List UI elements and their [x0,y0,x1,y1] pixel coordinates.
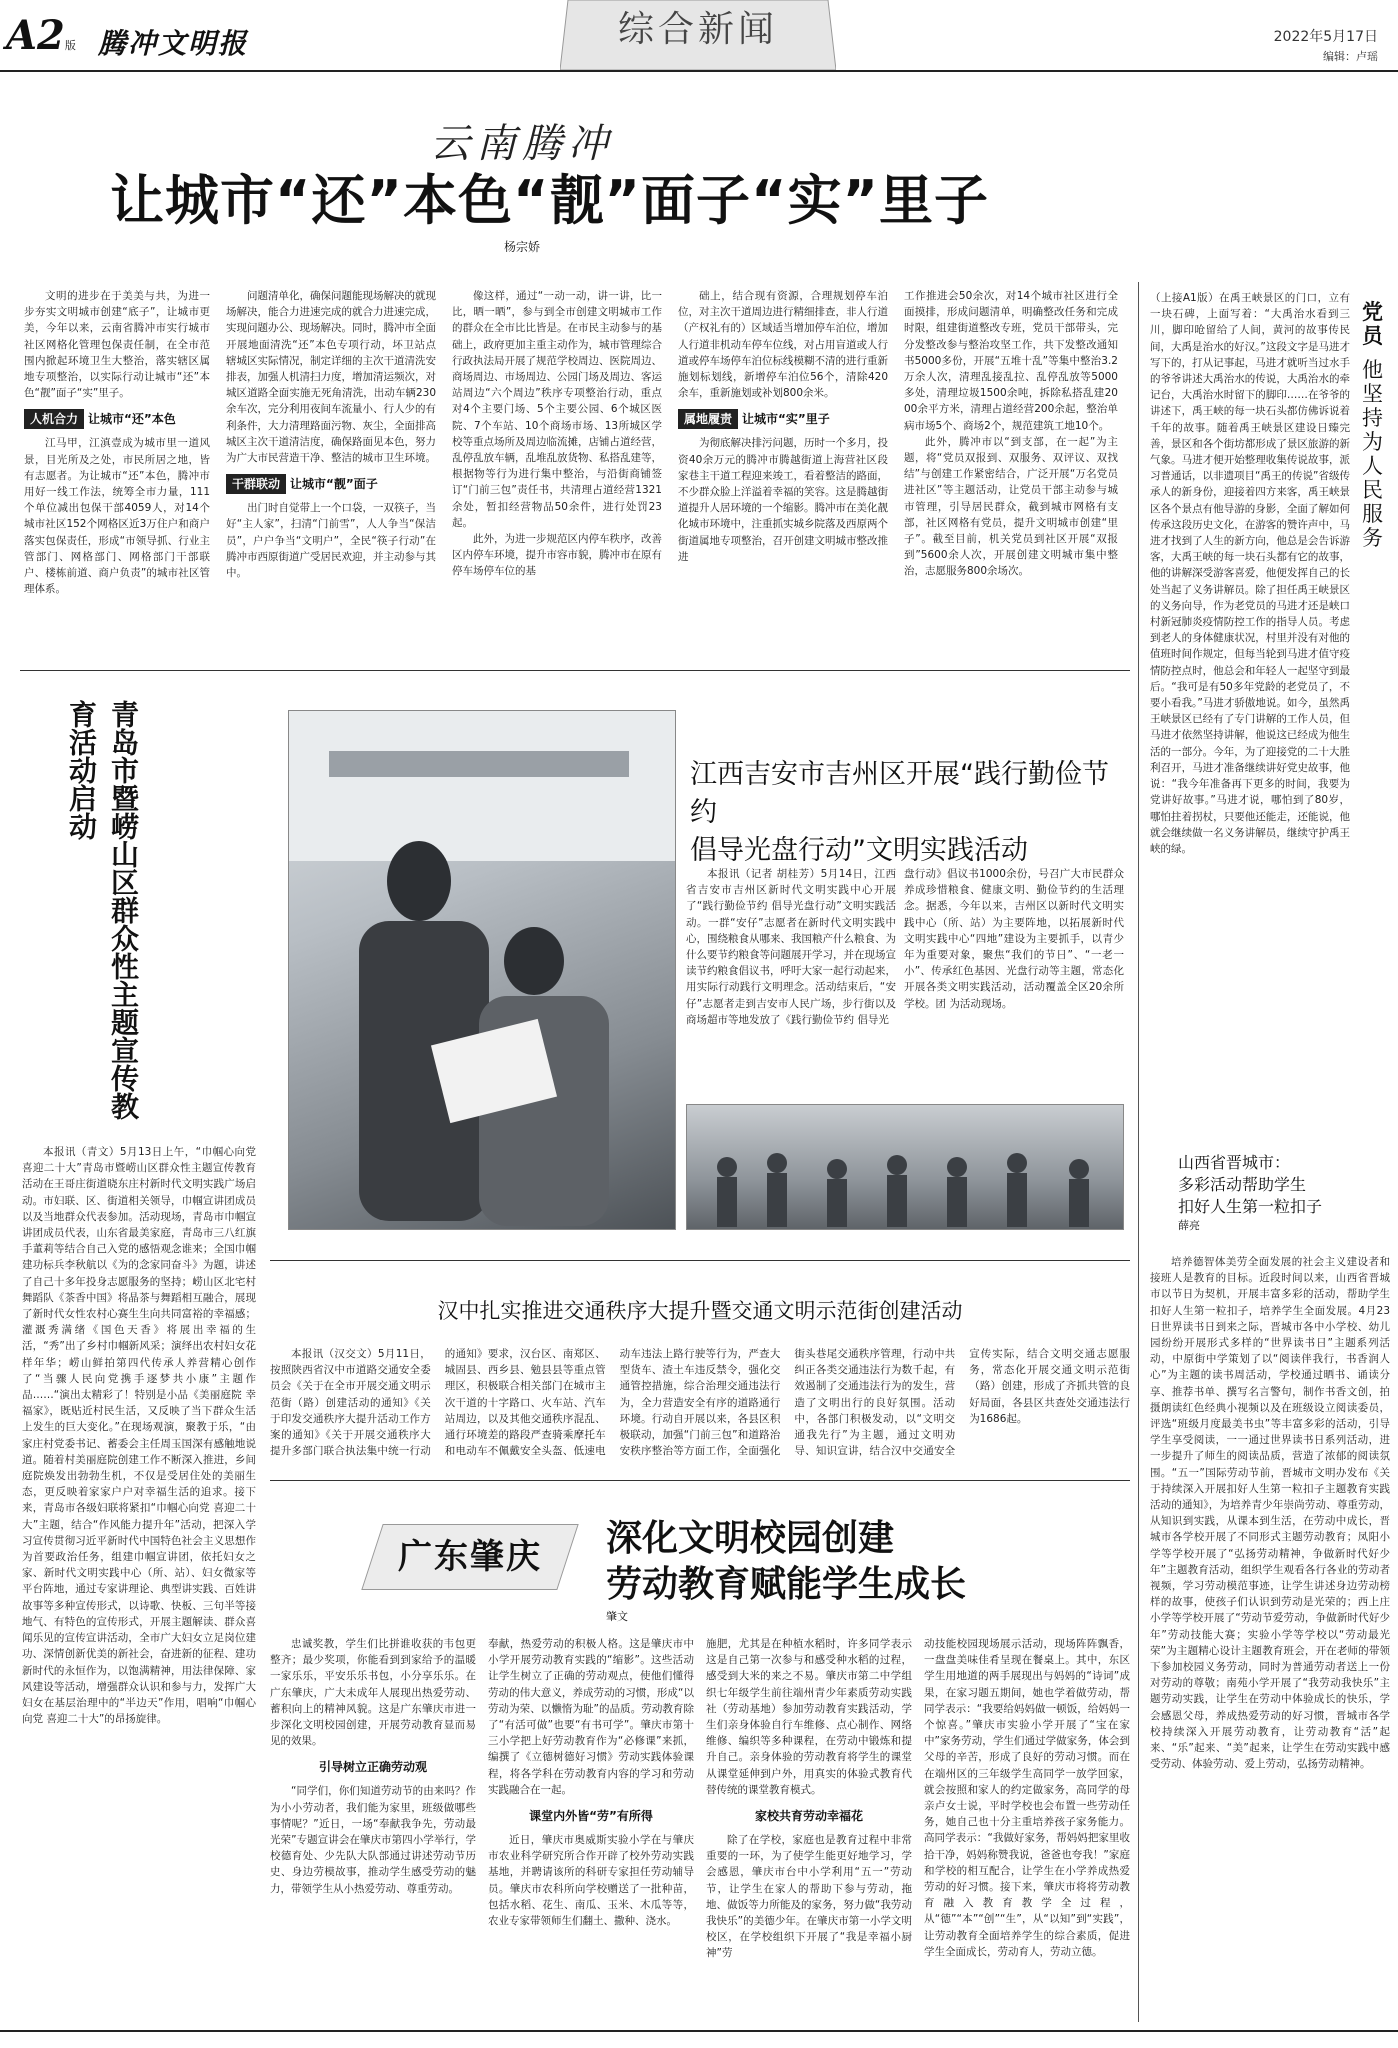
jiangxi-left: 本报讯（记者 胡桂芳）5月14日，江西省吉安市吉州区新时代文明实践中心开展了“践行勤俭节约 倡导光盘行动”文明实践活动。一群“安仔”志愿者在新时代文明实践中心，围绕粮食从哪来、我国粮产什么粮食、为什么要节约粮食等问题展开学习，并在现场宣读节约粮食倡议书，呼吁大家一起行动起来，用实际行动践行文明理念。活动结束后，“安仔”志愿者走到吉安市人民广场，步行街以及商场超市等地发放了《践行勤俭节约 倡导光 [686,868,896,1026]
zhaoqing-column-4: 动技能校园现场展示活动，现场阵阵飘香，一盘盘美味佳肴呈现在餐桌上。其中，东区学生用地道的两手展现出与妈妈的“诗词”成果，在家习题五期间，她也学着做劳动，帮同学表示：“我要给妈妈做一顿饭，给妈妈一个惊喜。”肇庆市实验小学开展了“宝在家中”家务劳动，学生们通过学做家务，体会到父母的辛苦，形成了良好的劳动习惯。而在在端州区的三年级学生高同学一放学回家，就会按照和家人的约定做家务，高同学的母亲卢女士说，平时学校也会布置一些劳动任务，她自己也十分主重培养孩子家务能力。高同学表示：“我做好家务，帮妈妈把家里收拾干净，妈妈称赞我说，爸爸也夸我！”家庭和学校的相互配合，让学生在小学养成热爱劳动的好习惯。接下来，肇庆市将将劳动教育融入教育教学全过程，从“德”“本”“创”“生”，从“以知”到“实践”，让劳动教育全面培养学生的综合素质，促进学生全面成长，劳动育人，劳动立德。 [924,1638,1130,1958]
lead-c1b: 江马甲，江滇壹成为城市里一道风景，目光所及之处，市民所居之地，皆有志愿者。为让城市“还”本色，腾冲市用好一线工作法，统筹全市力量，111个单位减出包保干部4059人，对14个城市社区152个网格区近3万住户和商户落实包保责任，形成“市领导抓、行业主管部门、网格部门、网格部门干部联户、楼栋前道、商户负责”的城市社区管理体系。 [24,437,210,596]
jiangxi-headline-l2: 倡导光盘行动”文明实践活动 [690,835,1028,866]
lead-kicker: 云南腾冲 [430,121,614,167]
section-title: 综合新闻 [617,9,778,50]
lead-sub1 [24,409,210,429]
shanxi-text: 培养德智体美劳全面发展的社会主义建设者和接班人是教育的目标。近段时间以来，山西省晋城市以节日为契机，开展丰富多彩的活动，帮助学生扣好人生第一粒扣子，培养学生全面发展。4月23日世界读书日到来之际，晋城市各中小学校、幼儿园纷纷开展形式多样的“世界读书日”主题系列活动，中原街中学策划了以“阅读伴我行，书香润人心”为主题的读书周活动，学校通过晒书、诵读分享、推荐书单、撰写名言警句，制作书香文创，拍摄朗读红色经典小视频以及在班级设立阅读委员，评选“班级月度最美书虫”等丰富多彩的活动，引导学生享受阅读，一一通过世界读书日系列活动，进一步提升了师生的阅读品质，营造了浓郁的阅读氛围。“五一”国际劳动节前，晋城市文明办发布《关于持续深入开展扣好人生第一粒扣子主题教育实践活动的通知》，为培养青少年崇尚劳动、尊重劳动，从知识到实践，从课本到生活，在劳动中成长，晋城市各学校开展了不同形式主题劳动教育；凤阳小学等学校开展了“弘扬劳动精神，争做新时代好少年”主题教育活动，组织学生观看各行各业的劳动者视频，学习劳动模范事迹，让学生讲述身边劳动榜样的故事，使孩子们认识到劳动是光荣的；西上庄小学等学校开展了“劳动节爱劳动，争做新时代好少年”劳动技能大赛；实验小学等学校以“劳动最光荣”为主题精心设计主题教育班会，开在老师的带领下参加校园义务劳动，同时为普通劳动者送上一份对劳动的尊敬；南苑小学开展了“我劳动我快乐”主题劳动实践，让学生在劳动中体验成长的快乐，学会感恩父母，养成热爱劳动的好习惯，晋城市各学校持续深入开展劳动教育，让劳动教育“活”起来、“乐”起来、“美”起来，让学生在劳动实践中感受劳动、体验劳动、爱上劳动，弘扬劳动精神。 [1150,1256,1390,1771]
zhaoqing-column-3 [706,1636,912,2022]
shanxi-title-l1: 山西省晋城市： [1178,1153,1291,1172]
hanzhong-text: 本报讯（汉交文）5月11日，按照陕西省汉中市道路交通安全委员会《关于在全市开展交通文明示范街（路）创建活动的通知》《关于印发交通秩序大提升活动工作方案的通知》《关于开展交通秩序大提升多部门联合执法集中统一行动的通知》要求，汉台区、南郑区、城固县、西乡县、勉县县等重点管理区，积极联合相关部门在城市主次干道的十字路口、火车站、汽车站周边，以及其他交通秩序混乱、通行环境差的路段严查骑乘摩托车和电动车不佩戴安全头盔、低速电动车违法上路行驶等行为，严查大型货车、渣土车违反禁令，强化交通管控措施，综合治理交通违法行为，全力营造安全有序的道路通行环境。行动自开展以来，各县区积极联动，加强“门前三包”和道路治安秩序整治等方面工作，全面强化街头巷尾交通秩序管理，行动中共纠正各类交通违法行为数千起，有效遏制了交通违法行为的发生，营造了文明出行的良好氛围。活动中，各部门积极发动，以“文明交通我先行”为主题，通过文明劝导、知识宣讲，结合汉中交通安全宣传实际，结合文明交通志愿服务，常态化开展交通文明示范街（路）创建，形成了齐抓共管的良好局面，各县区共查处交通违法行为1686起。 [270,1348,1130,1458]
issue-date: 2022年5月17日 [1273,29,1378,45]
lead-byline: 杨宗娇 [504,240,541,254]
jiangxi-right: 盘行动》倡议书1000余份，号召广大市民群众养成珍惜粮食、健康文明、勤俭节约的生活理念。据悉，今年以来，吉州区以新时代文明实践中心（所、站）为主要阵地，以拓展新时代文明实践中心“四地”建设为主要抓手，以青少年为重要对象，聚焦“我们的节日”、“一老一小”、传承红色基因、光盘行动等主题，常态化开展各类文明实践活动，活动覆盖全区20余所学校。团 为活动现场。 [904,868,1124,1010]
lead-sub3-text: 让城市“实”里子 [742,412,830,427]
zhaoqing-headline-l1: 深化文明校园创建 [606,1518,895,1559]
jiangxi-headline [690,756,1120,870]
lead-sub3-tag: 属地履责 [678,409,738,429]
lead-c3b: 此外，为进一步规范区内停车秩序，改善区内停车环境，提升市容市貌，腾冲市在原有停车场停车位的基 [452,533,662,578]
lead-sub1-tag: 人机合力 [24,409,84,429]
footer-rule [0,2030,1398,2032]
editor-line: 编辑：卢瑶 [1323,50,1378,63]
shanxi-byline: 薛亮 [1178,1219,1200,1232]
zhaoqing-c2: 奉献，热爱劳动的积极人格。这是肇庆市中小学开展劳动教育实践的“缩影”。这些活动让学生树立了正确的劳动观点，使他们懂得劳动的伟大意义，养成劳动的习惯，形成“以劳动为荣、以懒惰为耻”的品质。劳动教育除了“有活可做”也要“有书可学”。肇庆市第十三小学把上好劳动教育作为“必修课”来抓，编撰了《立德树德好习惯》劳动实践体验课程，将各学科在劳动教育内容的学习和劳动实践融合在一起。 [488,1638,694,1796]
lead-sub1-text: 让城市“还”本色 [88,412,176,427]
zhaoqing-c1b: “同学们，你们知道劳动节的由来吗？作为小小劳动者，我们能为家里，班级做哪些事情呢？”近日，一场“奉献我争先，劳动最光荣”专题宣讲会在肇庆市第四小学举行，学校德育处、少先队大队部通过讲述劳动节历史、身边劳模故事，推动学生感受劳动的魅力，带领学生从小热爱劳动、尊重劳动。 [270,1785,476,1895]
zhaoqing-label: 广东肇庆 [398,1537,542,1577]
zhaoqing-headline-l2: 劳动教育赋能学生成长 [606,1564,967,1605]
page-number-suffix: 版 [64,39,76,52]
hanzhong-top-rule [270,1260,1130,1261]
zhaoqing-sub1: 引导树立正确劳动观 [318,1760,427,1775]
zhaoqing-sub3: 家校共育劳动幸福花 [754,1809,863,1824]
lead-column-5 [904,288,1118,658]
shanxi-title [1178,1152,1348,1234]
photo-figures-icon [289,711,676,1230]
shanxi-title-l3: 扣好人生第一粒扣子 [1178,1197,1323,1216]
page-number [6,14,76,68]
jiangxi-headline-l1: 江西吉安市吉州区开展“践行勤俭节约 [690,759,1109,828]
zhaoqing-sub2: 课堂内外皆“劳”有所得 [529,1809,653,1824]
hanzhong-bottom-rule [270,1480,1130,1481]
shanxi-title-l2: 多彩活动帮助学生 [1178,1175,1307,1194]
lead-sub2-tag: 干群联动 [226,474,286,494]
zhaoqing-byline: 肇文 [606,1610,628,1623]
lead-column-4 [678,288,888,658]
lead-sub2 [226,474,436,494]
masthead-rule [0,70,1398,72]
lead-column-2 [226,288,436,658]
lead-c2a: 问题清单化，确保问题能现场解决的就现场解决，能合力进速完成的就合力进速完成，实现问题办公、现场解决。同时，腾冲市全面开展地面清洗“还”本色专项行动，坏卫站点辖城区实际情况，制定详细的主次干道清洗安排表，加强人机清扫力度，增加清运频次，对城区道路全面实施无死角清洗，出动车辆230余车次，完分利用夜间车流量小、行人少的有利条件，大力清理路面污物、灰尘，全面排高城区主次干道清洁度，确保路面见本色，努力为广大市民营造干净、整洁的城市卫生环境。 [226,290,436,465]
crowd-silhouettes-icon [687,1105,1124,1230]
qingdao-text: 本报讯（青文）5月13日上午，“巾帼心向党 喜迎二十大”青岛市暨崂山区群众性主题宣传教育活动在王哥庄街道晓东庄村新时代文明实践广场启动。市妇联、区、街道相关领导，巾帼宣讲团成员以及当地群众代表参加。活动现场，青岛市巾帼宣讲团成员代表，山东省最美家庭，青岛市三八红旗手董莉等结合自己入党的感悟观念谁来；全国巾帼建功标兵李秋航以《为的念家同奋斗》为题，讲述了自己十多年投身志愿服务的坚持；崂山区北宅村舞蹈队《茶香中国》将晶茶与舞蹈相互融合，展现了新时代女性农村心赛生生向共同富裕的幸福感；灌溉秀满绪《国色天香》将展出幸福的生活，“秀”出了乡村巾帼新风采；演绎出农村妇女花样年华；崂山鲜拍第四代传承人养营精心创作了“当骤人民向党携手逐梦共小康”主题作品……“演出太精彩了！特别是小品《美丽庭院 幸福家》，既贴近村民生活，又反映了当下群众生活上发生的巨大变化。”在现场观演，聚教于乐，“由家庄村党委书记、蓄委会主任周玉国深有感触地说道。随着村美丽庭院创建工作不断深入推进，乡间庭院焕发出勃勃生机，不仅是受居住处的美丽生态，更反映着家家户户对幸福生活的追求。接下来，青岛市各级妇联将紧扣“巾帼心向党 喜迎二十大”主题，结合“作风能力提升年”活动，把深入学习宣传贯彻习近平新时代中国特色社会主义思想作为首要政治任务，组建巾帼宣讲团，依托妇女之家、新时代文明实践中心（所、站）、妇女微家等平台阵地，通过专家讲理论、典型讲实践、百姓讲故事等多种宣传形式，以诗歌、快板、三句半等接地气、有特色的宣传形式，开展主题解读、群众喜闻乐见的宣传宣讲活动，全市广大妇女立足岗位建功、深情创新优美的新社会，奋进新的征程、建功新时代的永恒作为，以饱满精神，用法律保障、家风建设等活动，增强群众认识和参与力，发挥广大妇女在基层治理中的“半边天”作用，唱响“巾帼心向党 喜迎二十大”的昂扬旋律。 [22,1146,256,1726]
zhaoqing-c3b: 除了在学校，家庭也是教育过程中非常重要的一环，为了使学生能更好地学习，学会感恩，肇庆市台中小学利用“五一”劳动节，让学生在家人的帮助下参与劳动，拖地、做饭等力所能及的家务，努力做“我劳动 我快乐”的美德少年。在肇庆市第一小学文明校区，在学校组织下开展了“我是幸福小厨神”劳 [706,1834,912,1960]
lead-c5b: 此外，腾冲市以“到支部，在一起”为主题，将“党员双报到、双服务、双评议、双找结”与创建工作紧密结合，广泛开展“万名党员进社区”等主题活动，让党员干部主动参与城市管理，引导居民群众，截到城市网格有支部，社区网格有党员，提升文明城市创建“里子”。截至目前，机关党员到社区开展“双报到”5600余人次，开展创建文明城市集中整治，志愿服务800余场次。 [904,435,1118,578]
lead-c3a: 像这样，通过“一动一动，讲一讲，比一比，晒一晒”，参与到全市创建文明城市工作的群众在全市比比皆是。在市民主动参与的基础上，政府更加主重主动作为，城市管理综合行政执法局开展了规范学校周边、医院周边、商场周边、市场周边、公园门场及周边、客运站周边“六个周边”秩序专项整治行动，重点对4个主要门场、5个主要公园、6个城区医院、7个车站、10个商场市场、13所城区学校等重点场所及周边临流摊，店铺占道经营，乱停乱放车辆，乱堆乱放货物、私搭乱建等，根据物等行为进行集中整治，与沿街商铺签订“门前三包”责任书，共清理占道经营1321余处，暂扣经营物品50余件，进行处罚23起。 [452,290,662,529]
lead-headline: 让城市“还”本色“靓”面子“实”里子 [110,169,989,232]
paper-name: 腾冲文明报 [98,27,249,60]
lead-c5a: 工作推进会50余次，对14个城市社区进行全面摸排，形成问题清单，明确整改任务和完成时限，组建街道整改专班，党员干部带头，完分发整改参与整治攻坚工作，共下发整改通知书5000多份，开展“五堆十乱”等集中整治3.2万余人次，清理乱接乱拉、乱停乱放等5000多处，清理垃圾1500余吨，拆除私搭乱建2000余平方米，清理占道经营200余起，整治单病市场5个、商场2个，规范建筑工地10个。 [904,290,1118,432]
lead-sub2-text: 让城市“靓”面子 [290,477,378,492]
dangyuan-title [1362,300,1386,550]
zhaoqing-column-1 [270,1636,476,2022]
dangyuan-text: （上接A1版）在禹王峡景区的门口，立有一块石碑，上面写着：“大禹治水看到三川，脚印呛留给了人间，黄河的故事传民间，大禹是治水的好汉。”这段文字是马进才写下的，打从记事起，马进才就听当过水手的爷爷讲述大禹治水的传说，大禹治水的牵记台，大禹治水时留下的脚印……在爷爷的讲述下，禹王峡的每一块石头都仿佛诉说着千年的故事。随着禹王峡景区建设日臻完善，景区和各个街坊都形成了景区旅游的新气象。马进才便开始整理收集传说故事，派习普通话，以非遗项目“禹王的传说”省级传承人的新身份，迎接着四方来客，禹王峡景区各个景点有他导游的身影，全面了解如何传承这段历史文化，在游客的赞许声中，马进才找到了人生的新方向，他总是会告诉游客，大禹王峡的每一块石头都有它的故事，他的讲解深受游客喜爱，他便发挥自己的长处当起了义务讲解员。除了担任禹王峡景区的义务向导，作为老党员的马进才还是峡口村新冠肺炎疫情防控工作的指导人员。考虑到老人的身体健康状况，村里并没有对他的值班时间作规定，但每当轮到马进才值守疫情防控点时，他总会和年轻人一起坚守到最后。“我可是有50多年党龄的老党员了，不要小看我。”马进才骄傲地说。如今，虽然禹王峡景区已经有了专门讲解的工作人员，但马进才依然坚持讲解，他说这已经成为他生活的一部分。今年，为了迎接党的二十大胜利召开，马进才准备继续讲好党史故事，他说：“我今年准备再下更多的时间，我要为党讲好故事。”马进才说，哪怕到了80岁，哪怕拄着拐杖，只要他还能走，还能说，他就会继续做一名义务讲解员，继续守护禹王峡的绿。 [1150,292,1350,855]
qingdao-headline: 青岛市暨崂山区群众性主题宣传教育活动启动 [65,700,140,1120]
zhaoqing-c3: 施肥，尤其是在种植水稻时，许多同学表示这是自己第一次参与和感受种水稻的过程，感受到大米的来之不易。肇庆市第二中学组织七年级学生前往端州青少年素质劳动实践社（劳动基地）参加劳动教育实践活动，学生们亲身体验自行车维修、点心制作、网络维修、编织等多种课程，在劳动中锻炼和提升自己。亲身体验的劳动教育将学生的课堂从课堂延伸到户外，用真实的体验式教育代替传统的课堂教育模式。 [706,1638,912,1796]
jiangxi-photo-main [288,710,676,1230]
lead-column-1 [24,288,210,658]
dangyuan-title-b: 他坚持为人民服务 [1362,358,1383,550]
lead-c4a: 础上，结合现有资源，合理规划停车泊位，对主次干道周边进行精细排查，非人行道（产权礼有的）区域适当增加停车泊位，增加人行道非机动车停车位线，对占用盲道或人行道或停车场停车泊位标线模糊不清的进行重新施划标划线，新增停车泊位56个，清除420余车，重新施划或补划800余米。 [678,290,888,400]
page-number-value: A2 [6,12,65,59]
jiangxi-photo-crowd [686,1104,1124,1230]
lead-column-3 [452,288,662,658]
zhaoqing-column-2 [488,1636,694,2022]
lead-c2b: 出门时自觉带上一个口袋，一双筷子，当好“主人家”，扫清“门前雪”，人人争当“保洁员”，户户争当“文明户”，全民“筷子行动”在腾冲市西原街道广受居民欢迎，并主动参与其中。 [226,502,436,580]
lead-c1a: 文明的进步在于美美与共，为进一步夯实文明城市创建“底子”，让城市更美，今年以来，云南省腾冲市实行城市社区网格化管理包保责任制，在全市范围内掀起环境卫生大整治，落实辖区属地专项整治，以实际行动让城市“还”本色“靓”面子“实”里子。 [24,290,210,400]
zhaoqing-c1: 忠诚奖教，学生们比拼谁收获的韦包更整齐；最少奖项，你能看到到家给予的温暖一家乐乐，平安乐乐书包，小分享乐乐。在广东肇庆，广大未成年人展现出热爱劳动、蓄积向上的精神风貌。这是广东肇庆市进一步深化文明校园创建，开展劳动教育显而易见的效果。 [270,1638,476,1748]
zhaoqing-c2b: 近日，肇庆市奥威斯实验小学在与肇庆市农业科学研究所合作开辟了校外劳动实践基地，并聘请该所的科研专家担任劳动辅导员。肇庆市农科所向学校赠送了一批种苗，包括水稻、花生、南瓜、玉米、木瓜等等，农业专家带领师生们翻土、撒种、浇水。 [488,1834,694,1928]
dangyuan-title-a: 党员 [1362,300,1383,348]
masthead-banner [560,0,836,70]
lead-sub3 [678,409,888,429]
zhaoqing-headline [606,1516,1106,1608]
lead-c4b: 为彻底解决排污问题，历时一个多月，投资40余万元的腾冲市腾越街道上海营社区段家巷主干道工程迎来竣工，看着整洁的路面，不少群众脸上洋溢着幸福的笑容。这是腾越街道提升人居环境的一个缩影。腾冲市在美化靓化城市环境中，注重抓实城乡院落及西原两个街道属地专项整治，召开创建文明城市整改推进 [678,437,888,563]
hanzhong-headline: 汉中扎实推进交通秩序大提升暨交通文明示范街创建活动 [437,1299,963,1323]
lead-bottom-rule [20,670,1130,671]
right-column-divider [1138,282,1139,2022]
